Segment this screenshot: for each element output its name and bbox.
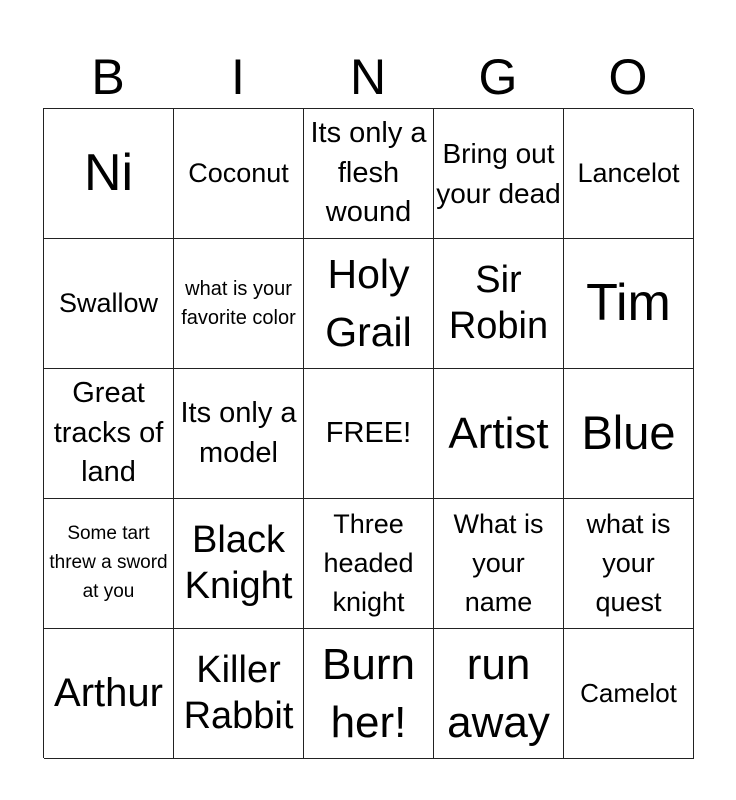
bingo-cell: [44, 239, 174, 369]
cell-text: Sir Robin: [448, 258, 549, 347]
cell-text: Arthur: [54, 671, 163, 716]
cell-text: run away: [447, 640, 550, 747]
cell-text: what is your quest: [586, 509, 671, 617]
bingo-cell: [434, 109, 564, 239]
header-letter-o: O: [608, 49, 648, 105]
bingo-cell: [304, 629, 434, 759]
bingo-cell: [564, 499, 694, 629]
bingo-cell: [174, 239, 304, 369]
header-letter-i: I: [231, 49, 245, 105]
bingo-cell: [44, 109, 174, 239]
bingo-cell: [44, 499, 174, 629]
cell-text: Its only a flesh wound: [310, 117, 427, 229]
free-space: [304, 369, 434, 499]
bingo-cell: [174, 629, 304, 759]
bingo-cell: [174, 369, 304, 499]
cell-text: Bring out your dead: [436, 138, 561, 209]
cell-text: Ni: [83, 144, 134, 203]
header-letter-n: N: [349, 49, 387, 105]
cell-text: Lancelot: [577, 158, 680, 189]
bingo-cell: [174, 499, 304, 629]
bingo-cell: [564, 239, 694, 369]
cell-text: Burn her!: [322, 640, 415, 747]
cell-text: Coconut: [188, 158, 289, 189]
header-letter-g: G: [478, 49, 518, 105]
bingo-cell: [434, 499, 564, 629]
bingo-cell: [304, 239, 434, 369]
bingo-cell: [174, 109, 304, 239]
cell-text: what is your favorite color: [181, 277, 296, 329]
cell-text: Some tart threw a sword at you: [49, 523, 168, 602]
bingo-cell: [564, 629, 694, 759]
bingo-cell: [434, 369, 564, 499]
bingo-cell: [564, 369, 694, 499]
cell-text: Swallow: [58, 288, 159, 319]
cell-text: Three headed knight: [323, 509, 414, 617]
bingo-header: [43, 46, 693, 108]
cell-text: Holy Grail: [325, 251, 412, 355]
cell-text: Blue: [581, 406, 676, 460]
bingo-cell: [434, 239, 564, 369]
bingo-cell: [304, 109, 434, 239]
header-letter-b: B: [91, 49, 125, 105]
bingo-cell: [564, 109, 694, 239]
cell-text: Great tracks of land: [53, 377, 164, 489]
cell-text: Black Knight: [184, 518, 293, 607]
cell-text: Tim: [586, 274, 671, 333]
bingo-cell: [44, 629, 174, 759]
cell-text: Artist: [448, 408, 549, 458]
cell-text: What is your name: [453, 509, 544, 617]
cell-text: Its only a model: [180, 397, 297, 469]
cell-text: Killer Rabbit: [183, 648, 294, 737]
bingo-cell: [304, 499, 434, 629]
bingo-board: [43, 108, 693, 758]
bingo-cell: [434, 629, 564, 759]
bingo-cell: [44, 369, 174, 499]
cell-text: Camelot: [580, 678, 677, 709]
cell-text: FREE!: [325, 416, 412, 449]
